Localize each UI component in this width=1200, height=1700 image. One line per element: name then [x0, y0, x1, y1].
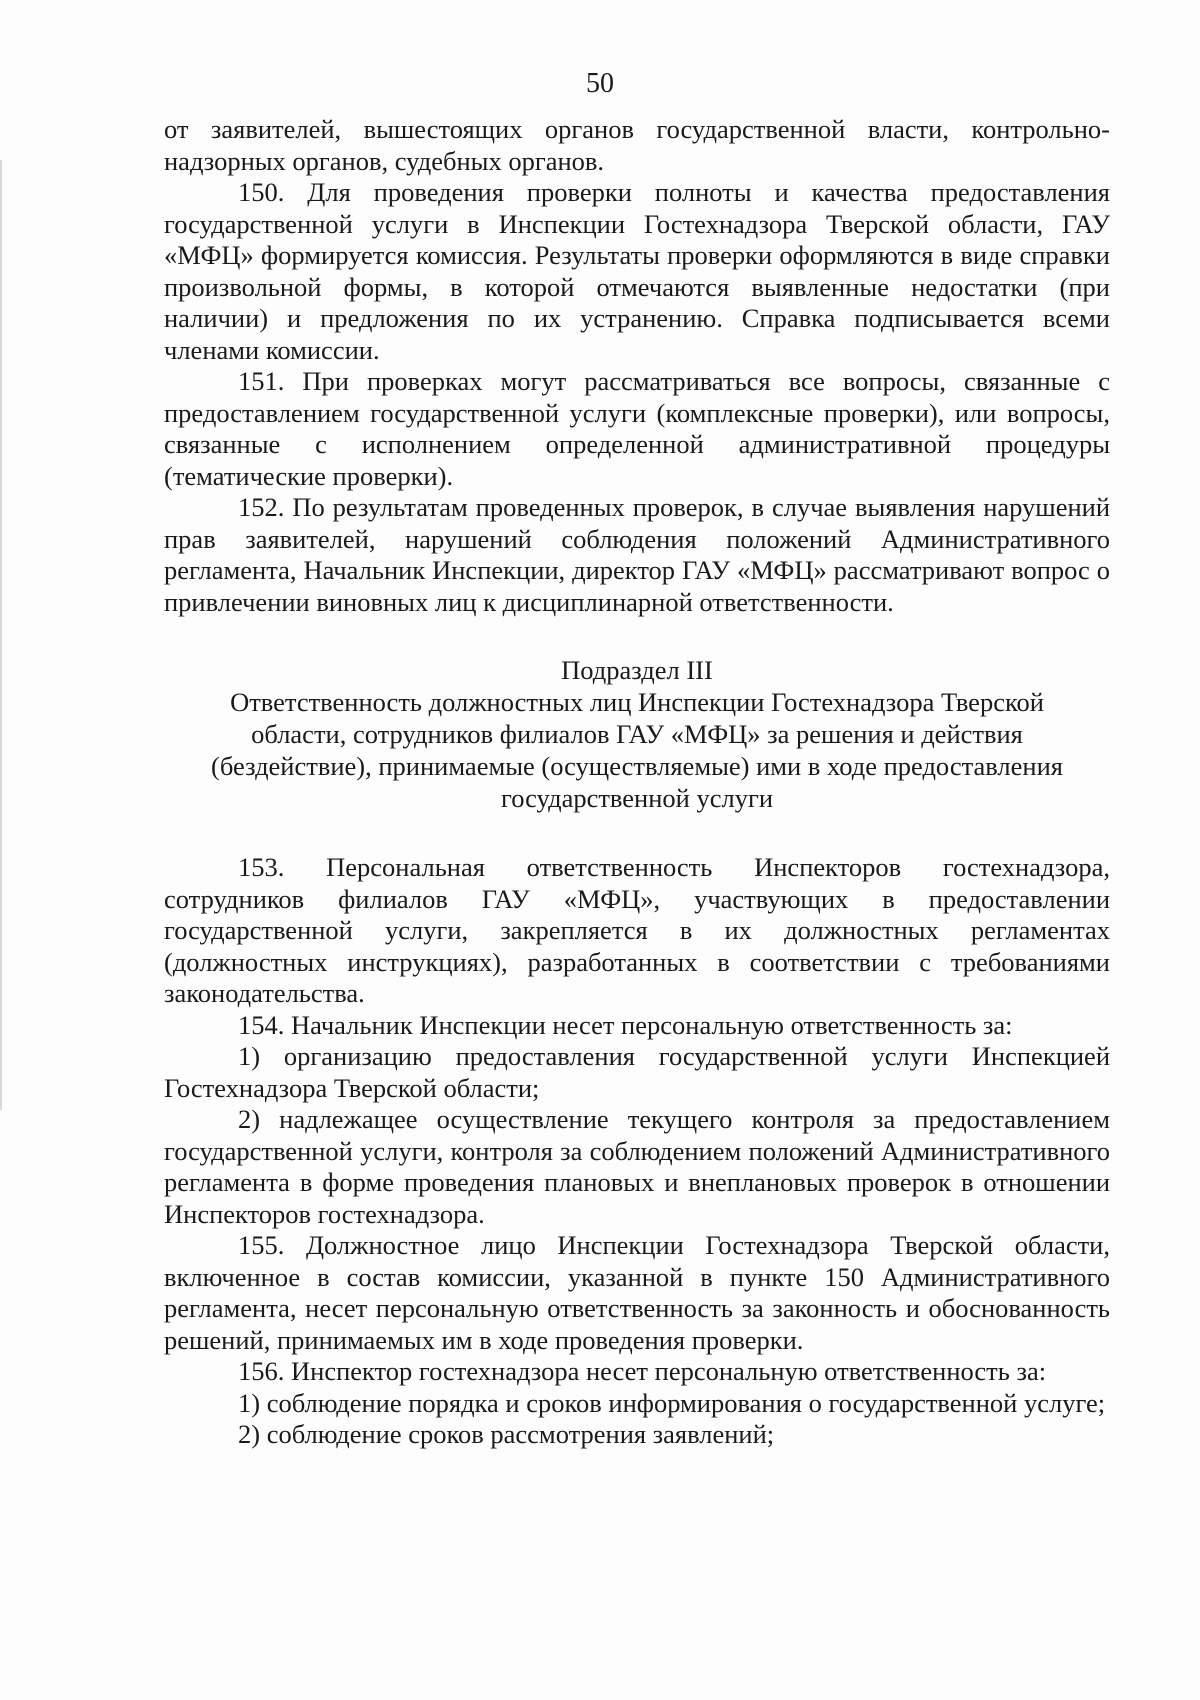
paragraph-156: 156. Инспектор гостехнадзора несет персональную ответственность за:: [238, 1356, 1047, 1386]
paragraph-154-item-1: 1) организацию предоставления государственной услуги Инспекцией Гостехнадзора Тверской области;: [164, 1041, 1110, 1103]
paragraph-continuation: от заявителей, вышестоящих органов государственной власти, контрольно-надзорных органов, судебных органов.: [164, 114, 1110, 176]
paragraph-153: 153. Персональная ответственность Инспекторов гостехнадзора, сотрудников филиалов ГАУ «МФЦ», участвующих в предоставлении государственной услуги, закрепляется в их должностных регламентах (должностных инструкциях), разработанных в соответствии с требованиями законодательства.: [164, 852, 1110, 1008]
paragraph-154: 154. Начальник Инспекции несет персональную ответственность за:: [238, 1009, 1013, 1040]
section-heading: [164, 654, 1110, 814]
section-label: Подраздел III: [561, 655, 713, 685]
section-title-line: (бездействие), принимаемые (осуществляемые) ими в ходе предоставления: [211, 751, 1063, 781]
page-number: 50: [586, 68, 614, 99]
paragraph-156-item-2: 2) соблюдение сроков рассмотрения заявлений;: [238, 1419, 775, 1449]
paragraph-151: 151. При проверках могут рассматриваться все вопросы, связанные с предоставлением государственной услуги (комплексные проверки), или вопросы, связанные с исполнением определенной административной процедуры (тематические проверки).: [164, 366, 1110, 491]
paragraph-152: 152. По результатам проведенных проверок, в случае выявления нарушений прав заявителей, нарушений соблюдения положений Административного регламента, Начальник Инспекции, директор ГАУ «МФЦ» рассматривают вопрос о привлечении виновных лиц к дисциплинарной ответственности.: [164, 492, 1110, 617]
paragraph-154-item-2: 2) надлежащее осуществление текущего контроля за предоставлением государственной услуги, контроля за соблюдением положений Административного регламента в форме проведения плановых и внеплановых проверок в отношении Инспекторов гостехнадзора.: [164, 1104, 1110, 1229]
scan-edge-line: [0, 160, 2, 1110]
section-title-line: Ответственность должностных лиц Инспекции Гостехнадзора Тверской: [230, 687, 1044, 717]
section-title-line: государственной услуги: [500, 783, 774, 813]
document-body: [164, 114, 1110, 1451]
paragraph-150: 150. Для проведения проверки полноты и качества предоставления государственной услуги в Инспекции Гостехнадзора Тверской области, ГАУ «МФЦ» формируется комиссия. Результаты проверки оформляются в виде справки произвольной формы, в которой отмечаются выявленные недостатки (при наличии) и предложения по их устранению. Справка подписывается всеми членами комиссии.: [164, 177, 1110, 365]
section-title-line: области, сотрудников филиалов ГАУ «МФЦ» за решения и действия: [251, 719, 1023, 749]
paragraph-155: 155. Должностное лицо Инспекции Гостехнадзора Тверской области, включенное в состав комиссии, указанной в пункте 150 Административного регламента, несет персональную ответственность за законность и обоснованность решений, принимаемых им в ходе проведения проверки.: [164, 1230, 1110, 1355]
paragraph-156-item-1: 1) соблюдение порядка и сроков информирования о государственной услуге;: [238, 1387, 1106, 1418]
